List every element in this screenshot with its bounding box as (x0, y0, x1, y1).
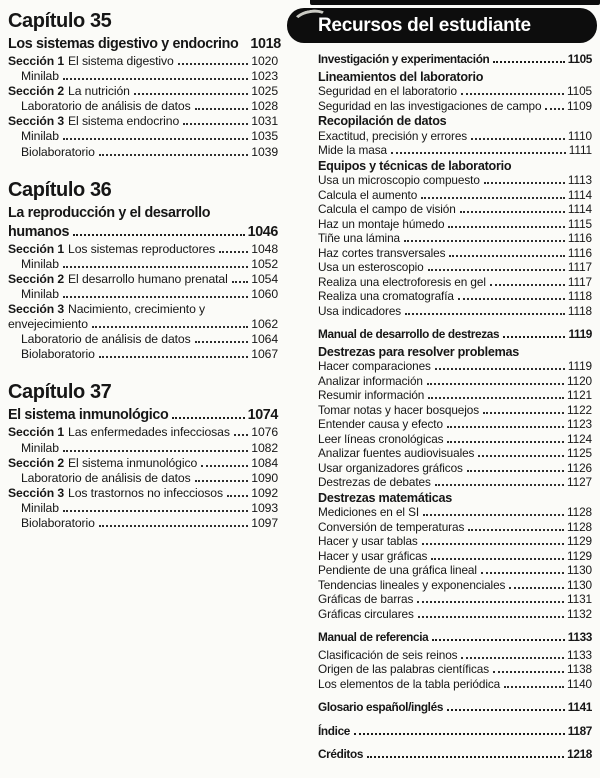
toc-entry (8, 114, 278, 129)
entry-page-number: 1187 (567, 723, 592, 738)
toc-entry (318, 374, 592, 389)
toc-entry (8, 456, 278, 471)
dot-leader (354, 733, 565, 735)
dot-leader (99, 525, 248, 527)
toc-entry (8, 425, 278, 440)
entry-page-number: 1105 (567, 84, 592, 98)
dot-leader (490, 284, 565, 286)
entry-page-number: 1093 (251, 500, 278, 515)
dot-leader (178, 63, 249, 65)
entry-label: Laboratorio de análisis de datos (21, 332, 191, 347)
chapter-title (8, 35, 281, 54)
dot-leader (134, 93, 248, 95)
section-heading (318, 700, 592, 715)
entry-label: humanos (8, 223, 70, 240)
section-heading (318, 327, 592, 342)
toc-entry (318, 84, 592, 99)
entry-label: Analizar fuentes audiovisuales (318, 446, 475, 460)
toc-entry (318, 549, 592, 564)
entry-label: Seguridad en las investigaciones de campo (318, 98, 542, 113)
entry-label: El desarrollo humano prenatal (68, 271, 228, 286)
dot-leader (172, 417, 244, 419)
dot-leader (484, 182, 565, 184)
dot-leader (468, 529, 564, 531)
group-subheading: Destrezas para resolver problemas (318, 344, 520, 359)
student-resources (318, 8, 592, 765)
entry-label: Hacer y usar gráficas (318, 548, 428, 563)
dot-leader (432, 639, 564, 641)
dot-leader (493, 671, 564, 673)
entry-label: Usar organizadores gráficos (318, 460, 463, 475)
toc-entry (8, 99, 278, 114)
chapter-number: Capítulo 36 (8, 178, 112, 201)
dot-leader (195, 480, 249, 482)
dot-leader (405, 313, 565, 315)
toc-entry (318, 607, 592, 622)
toc-entry (8, 441, 278, 456)
entry-page-number: 1115 (567, 216, 592, 231)
dot-leader (458, 298, 565, 300)
entry-label: Índice (318, 723, 350, 738)
entry-section-prefix: Sección 1 (8, 241, 65, 256)
toc-entry (318, 662, 592, 677)
entry-page-number: 1023 (251, 69, 278, 84)
entry-label: Los elementos de la tabla periódica (318, 676, 501, 691)
chapter-title-line (8, 204, 278, 223)
entry-section-prefix: Sección 3 (8, 485, 65, 500)
entry-page-number: 1133 (567, 647, 592, 662)
entry-label: Usa indicadores (318, 303, 402, 318)
toc-entry (318, 592, 592, 607)
chapter-number: Capítulo 37 (8, 381, 112, 404)
toc-entry (8, 129, 278, 144)
entry-page-number: 1130 (567, 563, 592, 577)
section-heading (318, 52, 592, 67)
dot-leader (63, 296, 248, 298)
entry-label: Biolaboratorio (21, 515, 95, 530)
dot-leader (435, 484, 564, 486)
entry-label: Exactitud, precisión y errores (318, 128, 468, 143)
entry-page-number: 1124 (567, 431, 592, 446)
toc-entry (8, 257, 278, 272)
entry-label: Tiñe una lámina (318, 231, 400, 245)
dot-leader (461, 657, 564, 659)
toc-entry (8, 84, 278, 99)
entry-page-number: 1113 (567, 173, 592, 187)
entry-section-prefix: Sección 2 (8, 455, 65, 470)
chapter-block (8, 179, 278, 363)
toc-entry (318, 359, 592, 374)
toc-entry (318, 188, 592, 203)
entry-page-number: 1076 (251, 425, 278, 440)
chapter-title (8, 204, 278, 242)
entry-page-number: 1218 (567, 747, 592, 761)
entry-label: Laboratorio de análisis de datos (21, 99, 191, 114)
entry-page-number: 1046 (247, 223, 278, 240)
dot-leader (467, 470, 564, 472)
dot-leader (92, 326, 248, 328)
entry-page-number: 1082 (251, 440, 278, 455)
entry-label: Resumir información (318, 388, 425, 402)
entry-page-number: 1129 (567, 534, 592, 548)
entry-label: Las enfermedades infecciosas (68, 425, 230, 440)
dot-leader (232, 281, 249, 283)
toc-entry (8, 272, 278, 287)
entry-page-number: 1105 (567, 52, 592, 66)
entry-section-prefix: Sección 1 (8, 54, 65, 68)
entry-label: El sistema inmunológico (8, 407, 169, 424)
entry-label: Destrezas de debates (318, 475, 431, 489)
dot-leader (460, 211, 565, 213)
section-heading (318, 630, 592, 645)
entry-label: Laboratorio de análisis de datos (21, 470, 191, 485)
dot-leader (417, 601, 564, 603)
dot-leader (423, 514, 564, 516)
toc-entry (318, 520, 592, 535)
dot-leader (404, 240, 565, 242)
entry-page-number: 1052 (251, 256, 278, 271)
chapter-entries (8, 425, 278, 531)
chapter-title-line (8, 223, 278, 242)
entry-page-number: 1117 (567, 274, 592, 289)
dot-leader (481, 572, 564, 574)
entry-label: Gráficas de barras (318, 592, 414, 606)
entry-label: Realiza una electroforesis en gel (318, 274, 486, 289)
toc-entry (8, 242, 278, 257)
toc-entry (318, 461, 592, 476)
toc-entry (318, 388, 592, 403)
dot-leader (427, 383, 564, 385)
entry-label: Tomar notas y hacer bosquejos (318, 402, 480, 417)
entry-label: El sistema endocrino (68, 114, 180, 129)
entry-label: La reproducción y el desarrollo (8, 204, 211, 221)
group-subheading: Recopilación de datos (318, 114, 447, 128)
entry-page-number: 1084 (251, 455, 278, 470)
entry-page-number: 1090 (251, 470, 278, 485)
entry-label: Conversión de temperaturas (318, 519, 465, 534)
entry-label: Tendencias lineales y exponenciales (318, 577, 506, 592)
dot-leader (367, 756, 564, 758)
toc-entry (318, 173, 592, 188)
entry-page-number: 1062 (251, 317, 278, 332)
entry-page-number: 1123 (567, 417, 592, 431)
dot-leader (227, 495, 248, 497)
entry-section-prefix: Sección 2 (8, 84, 65, 99)
entry-label: Créditos (318, 747, 364, 761)
dot-leader (503, 336, 565, 338)
entry-page-number: 1120 (567, 373, 592, 388)
banner-label: Recursos del estudiante (318, 15, 531, 36)
resource-group (318, 491, 592, 622)
entry-label: Manual de desarrollo de destrezas (318, 327, 500, 341)
entry-label: El sistema digestivo (68, 54, 174, 68)
entry-section-prefix: Sección 3 (8, 114, 65, 129)
entry-label: Hacer y usar tablas (318, 534, 418, 548)
toc-entry (8, 516, 278, 531)
dot-leader (195, 341, 249, 343)
toc-entry (318, 99, 592, 114)
toc-entry (318, 202, 592, 217)
resource-group (318, 159, 592, 319)
toc-entry (8, 332, 278, 347)
entry-page-number: 1127 (567, 475, 592, 489)
dot-leader (461, 93, 564, 95)
chapter-number: Capítulo 35 (8, 10, 112, 32)
section-heading (318, 747, 592, 762)
dot-leader (431, 558, 564, 560)
entry-label: Minilab (21, 69, 59, 84)
entry-section-prefix: Sección 3 (8, 302, 65, 317)
toc-entry (8, 471, 278, 486)
dot-leader (545, 108, 564, 110)
dot-leader (422, 543, 564, 545)
entry-label: Minilab (21, 286, 59, 301)
entry-label: Analizar información (318, 373, 423, 388)
entry-label: Manual de referencia (318, 630, 429, 644)
entry-label: Usa un esteroscopio (318, 260, 424, 274)
toc-entry (318, 534, 592, 549)
top-strip (310, 0, 600, 5)
resource-group (318, 70, 592, 114)
chapter-list (8, 10, 281, 550)
entry-label: Hacer comparaciones (318, 359, 431, 373)
entry-label: Minilab (21, 256, 59, 271)
chapter-title-line (8, 406, 278, 425)
dot-leader (63, 450, 248, 452)
entry-page-number: 1074 (247, 407, 278, 424)
entry-page-number: 1140 (567, 676, 592, 691)
dot-leader (391, 152, 566, 154)
entry-label: Investigación y experimentación (318, 52, 490, 66)
toc-entry (8, 501, 278, 516)
chapter-title (8, 406, 278, 425)
entry-page-number: 1110 (567, 128, 592, 143)
toc-entry (8, 145, 278, 160)
dot-leader (63, 78, 248, 80)
entry-section-prefix: Sección 2 (8, 271, 65, 286)
entry-page-number: 1114 (567, 187, 592, 202)
entry-label: Leer líneas cronológicas (318, 431, 444, 446)
toc-entry-continuation (8, 317, 278, 332)
toc-entry (318, 260, 592, 275)
dot-leader (447, 709, 565, 711)
entry-page-number: 1114 (567, 202, 592, 216)
entry-section-prefix: Sección 1 (8, 425, 65, 440)
entry-page-number: 1126 (567, 460, 592, 475)
dot-leader (418, 616, 564, 618)
entry-page-number: 1125 (567, 446, 592, 460)
toc-entry (318, 143, 592, 158)
chapter-title-line (8, 35, 281, 54)
entry-page-number: 1129 (567, 548, 592, 563)
entry-label: Biolaboratorio (21, 347, 95, 362)
toc-entry (8, 302, 278, 317)
dot-leader (471, 138, 565, 140)
dot-leader (428, 269, 565, 271)
toc-entry (318, 563, 592, 578)
toc-entry (318, 246, 592, 261)
resource-group (318, 648, 592, 692)
entry-page-number: 1128 (567, 519, 592, 534)
entry-page-number: 1111 (568, 143, 592, 157)
entry-page-number: 1035 (251, 129, 278, 144)
toc-entry (318, 403, 592, 418)
entry-label: Usa un microscopio compuesto (318, 173, 480, 187)
student-resources-banner (287, 8, 597, 43)
toc-entry (318, 432, 592, 447)
dot-leader (447, 441, 564, 443)
entry-label: Glosario español/inglés (318, 700, 444, 714)
dot-leader (483, 412, 564, 414)
toc-entry (318, 578, 592, 593)
entry-page-number: 1138 (567, 662, 592, 676)
chapter-block (8, 381, 278, 531)
entry-label: Calcula el campo de visión (318, 202, 456, 216)
entry-label: El sistema inmunológico (68, 455, 198, 470)
entry-label: Mediciones en el SI (318, 505, 420, 519)
entry-label: Los sistemas digestivo y endocrino (8, 36, 239, 52)
entry-page-number: 1039 (251, 144, 278, 159)
dot-leader (421, 197, 565, 199)
entry-page-number: 1119 (567, 359, 592, 373)
entry-label: Calcula el aumento (318, 187, 418, 202)
entry-label: envejecimiento (8, 317, 88, 332)
entry-page-number: 1097 (251, 515, 278, 530)
entry-label: Minilab (21, 440, 59, 455)
dot-leader (509, 587, 564, 589)
entry-page-number: 1128 (567, 505, 592, 519)
entry-page-number: 1048 (251, 241, 278, 256)
dot-leader (73, 234, 244, 236)
toc-entry (318, 475, 592, 490)
entry-label: Entender causa y efecto (318, 417, 443, 431)
entry-page-number: 1092 (251, 485, 278, 500)
dot-leader (195, 108, 249, 110)
entry-label: Seguridad en el laboratorio (318, 84, 457, 98)
entry-label: Minilab (21, 500, 59, 515)
entry-label: Minilab (21, 129, 59, 144)
group-subheading: Equipos y técnicas de laboratorio (318, 158, 512, 173)
entry-page-number: 1118 (567, 303, 592, 318)
entry-label: Mide la masa (318, 143, 387, 157)
toc-entry (318, 304, 592, 319)
entry-page-number: 1116 (567, 231, 592, 245)
toc-entry (318, 231, 592, 246)
entry-page-number: 1067 (251, 347, 278, 362)
entry-label: Origen de las palabras científicas (318, 662, 490, 676)
dot-leader (183, 123, 248, 125)
dot-leader (99, 154, 248, 156)
resource-group (318, 345, 592, 490)
entry-page-number: 1054 (251, 271, 278, 286)
entry-page-number: 1028 (251, 99, 278, 114)
dot-leader (99, 356, 248, 358)
entry-label: Biolaboratorio (21, 144, 95, 159)
entry-page-number: 1118 (567, 289, 592, 303)
entry-label: Haz un montaje húmedo (318, 216, 445, 231)
entry-label: Clasificación de seis reinos (318, 647, 458, 662)
chapter-block (8, 10, 281, 160)
dot-leader (493, 61, 564, 63)
entry-page-number: 1064 (251, 332, 278, 347)
entry-label: Haz cortes transversales (318, 245, 446, 260)
entry-page-number: 1109 (567, 98, 592, 113)
entry-label: Nacimiento, crecimiento y (68, 302, 206, 317)
toc-entry (318, 648, 592, 663)
dot-leader (234, 434, 248, 436)
entry-page-number: 1119 (568, 327, 592, 341)
dot-leader (478, 455, 564, 457)
section-heading (318, 724, 592, 739)
group-subheading: Destrezas matemáticas (318, 490, 453, 505)
dot-leader (504, 686, 564, 688)
group-subheading: Lineamientos del laboratorio (318, 69, 484, 84)
chapter-entries (8, 242, 278, 363)
entry-page-number: 1020 (251, 54, 278, 68)
entry-page-number: 1131 (567, 592, 592, 606)
entry-page-number: 1060 (251, 286, 278, 301)
dot-leader (448, 226, 564, 228)
dot-leader (447, 426, 564, 428)
entry-page-number: 1116 (567, 245, 592, 260)
entry-page-number: 1122 (567, 402, 592, 417)
entry-page-number: 1121 (567, 388, 592, 402)
entry-page-number: 1031 (251, 114, 278, 129)
toc-entry (318, 289, 592, 304)
entry-page-number: 1018 (250, 36, 281, 52)
toc-entry (8, 347, 278, 362)
toc-entry (318, 217, 592, 232)
entry-page-number: 1025 (251, 84, 278, 99)
resource-sections (318, 52, 592, 762)
entry-page-number: 1117 (567, 260, 592, 274)
dot-leader (201, 465, 248, 467)
dot-leader (63, 510, 248, 512)
toc-entry (318, 417, 592, 432)
toc-entry (318, 446, 592, 461)
toc-entry (8, 287, 278, 302)
entry-page-number: 1141 (567, 700, 592, 714)
toc-entry (318, 129, 592, 144)
dot-leader (63, 266, 248, 268)
entry-label: Los trastornos no infecciosos (68, 485, 223, 500)
entry-label: Realiza una cromatografía (318, 289, 454, 303)
toc-entry (318, 275, 592, 290)
resource-group (318, 114, 592, 158)
dot-leader (449, 255, 564, 257)
chapter-entries (8, 54, 278, 160)
entry-label: La nutrición (68, 84, 130, 99)
entry-page-number: 1130 (567, 577, 592, 592)
dot-leader (435, 368, 565, 370)
entry-label: Gráficas circulares (318, 606, 414, 621)
toc-entry (318, 677, 592, 692)
entry-page-number: 1133 (567, 630, 592, 644)
entry-label: Pendiente de una gráfica lineal (318, 563, 477, 577)
toc-entry (318, 505, 592, 520)
dot-leader (219, 251, 248, 253)
dot-leader (428, 397, 564, 399)
entry-label: Los sistemas reproductores (68, 241, 216, 256)
toc-entry (8, 486, 278, 501)
toc-entry (8, 54, 278, 69)
toc-entry (8, 69, 278, 84)
entry-page-number: 1132 (567, 606, 592, 621)
dot-leader (63, 138, 248, 140)
